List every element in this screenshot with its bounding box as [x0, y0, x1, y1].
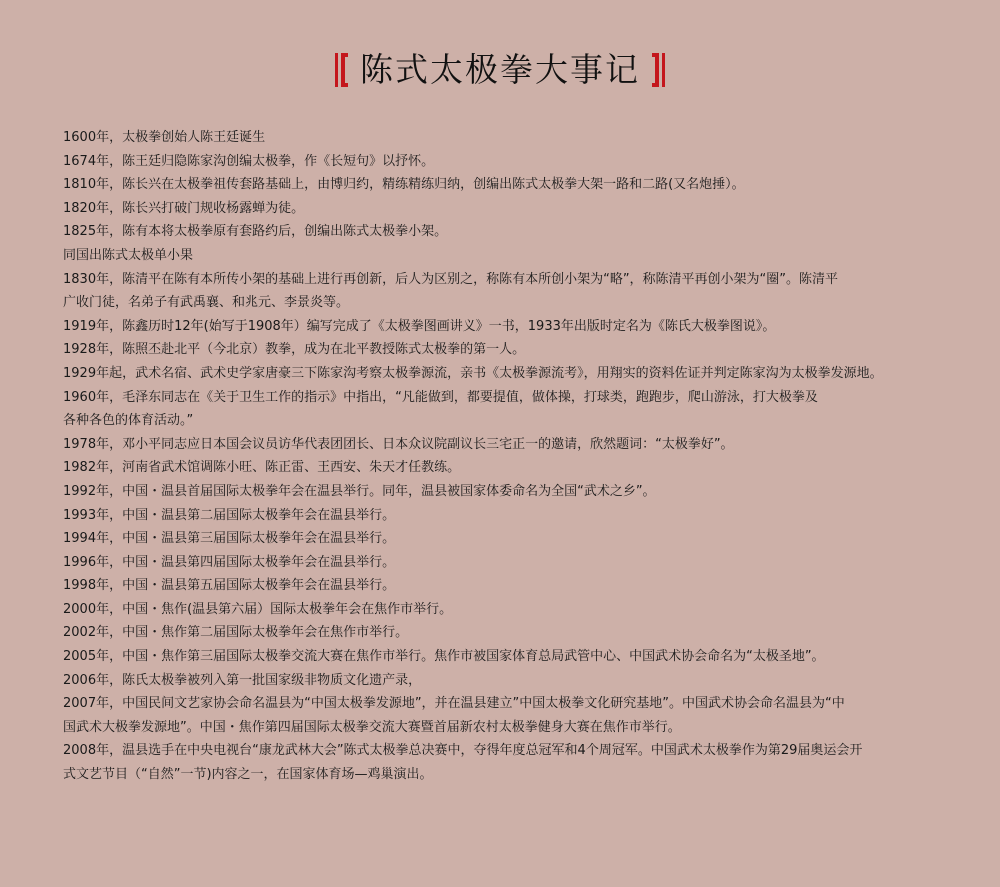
event-line: 1919年，陈鑫历时12年(始写于1908年）编写完成了《太极拳图画讲义》一书，1933年出版时定名为《陈氏大极拳图说》。 — [63, 318, 776, 334]
event-line: 2007年，中国民间文艺家协会命名温县为“中国太极拳发源地”，并在温县建立”中国太极拳文化研究基地”。中国武术协会命名温县为“中 — [63, 696, 845, 712]
event-line: 1996年，中国・温县第四届国际太极拳年会在温县举行。 — [63, 554, 396, 570]
event-line: 1810年，陈长兴在太极拳祖传套路基础上，由博归约，精练精练归纳，创编出陈式太极拳大架一路和二路(又名炮捶）。 — [63, 177, 745, 193]
event-line: 1825年，陈有本将太极拳原有套路约后，创编出陈式太极拳小架。 — [63, 224, 448, 240]
event-line: 1960年，毛泽东同志在《关于卫生工作的指示》中指出，“凡能做到，都要提值，做体操，打球类，跑跑步，爬山游泳，打大极拳及 — [63, 389, 818, 405]
event-line: 1992年，中国・温县首届国际太极拳年会在温县举行。同年，温县被国家体委命名为全国“武术之乡”。 — [63, 483, 656, 499]
event-line: 1978年，邓小平同志应日本国会议员访华代表团团长、日本众议院副议长三宅正一的邀请，欣然题词：“太极拳好”。 — [63, 436, 734, 452]
event-line: 同国出陈式太极单小果 — [63, 247, 194, 263]
page-title: 陈式太极拳大事记 — [360, 50, 640, 89]
event-line: 2000年，中国・焦作(温县第六届）国际太极拳年会在焦作市举行。 — [63, 601, 453, 617]
event-line: 2008年，温县选手在中央电视台“康龙武林大会”陈式太极拳总决赛中，夺得年度总冠军和4个周冠军。中国武术太极拳作为第29届奥运会开 — [63, 743, 863, 759]
event-line: 1820年，陈长兴打破门规收杨露蝉为徒。 — [63, 200, 305, 216]
event-line: 广收门徒，名弟子有武禹襄、和兆元、李景炎等。 — [63, 295, 350, 311]
event-line: 式文艺节目（“自然”一节)内容之一，在国家体育场—鸡巢演出。 — [63, 767, 433, 783]
event-line: 1830年，陈清平在陈有本所传小架的基础上进行再创新，后人为区别之，称陈有本所创小架为“略”，称陈清平再创小架为“圈”。陈清平 — [63, 271, 839, 287]
left-bracket-ornament — [335, 53, 348, 87]
event-line: 1928年，陈照丕赴北平（今北京）教拳，成为在北平教授陈式太极拳的第一人。 — [63, 342, 526, 358]
event-line: 各种各色的体育活动。” — [63, 413, 194, 429]
event-line: 1993年，中国・温县第二届国际太极拳年会在温县举行。 — [63, 507, 396, 523]
event-line: 1929年起，武术名宿、武术史学家唐豪三下陈家沟考察太极拳源流，亲书《太极拳源流考》，用翔实的资料佐证并判定陈家沟为太极拳发源地。 — [63, 365, 883, 381]
event-line: 1982年，河南省武术馆调陈小旺、陈正雷、王西安、朱天才任教练。 — [63, 460, 461, 476]
event-line: 国武术大极拳发源地”。中国・焦作第四届国际太极拳交流大赛暨首届新农村太极拳健身大赛在焦作市举行。 — [63, 719, 681, 735]
event-line: 2006年，陈氏太极拳被列入第一批国家级非物质文化遗产录， — [63, 672, 422, 688]
event-line: 1600年，太极拳创始人陈王廷诞生 — [63, 130, 266, 145]
event-list — [63, 126, 943, 787]
event-line: 1674年，陈王廷归隐陈家沟创编太极拳，作《长短句》以抒怀。 — [63, 153, 435, 169]
title-banner — [0, 42, 1000, 98]
right-bracket-ornament — [652, 53, 665, 87]
event-line: 2005年，中国・焦作第三届国际太极拳交流大赛在焦作市举行。焦作市被国家体育总局武管中心、中国武术协会命名为“太极圣地”。 — [63, 649, 825, 665]
event-line: 2002年，中国・焦作第二届国际太极拳年会在焦作市举行。 — [63, 625, 409, 641]
event-line: 1998年，中国・温县第五届国际太极拳年会在温县举行。 — [63, 578, 396, 594]
event-line: 1994年，中国・温县第三届国际太极拳年会在温县举行。 — [63, 531, 396, 547]
